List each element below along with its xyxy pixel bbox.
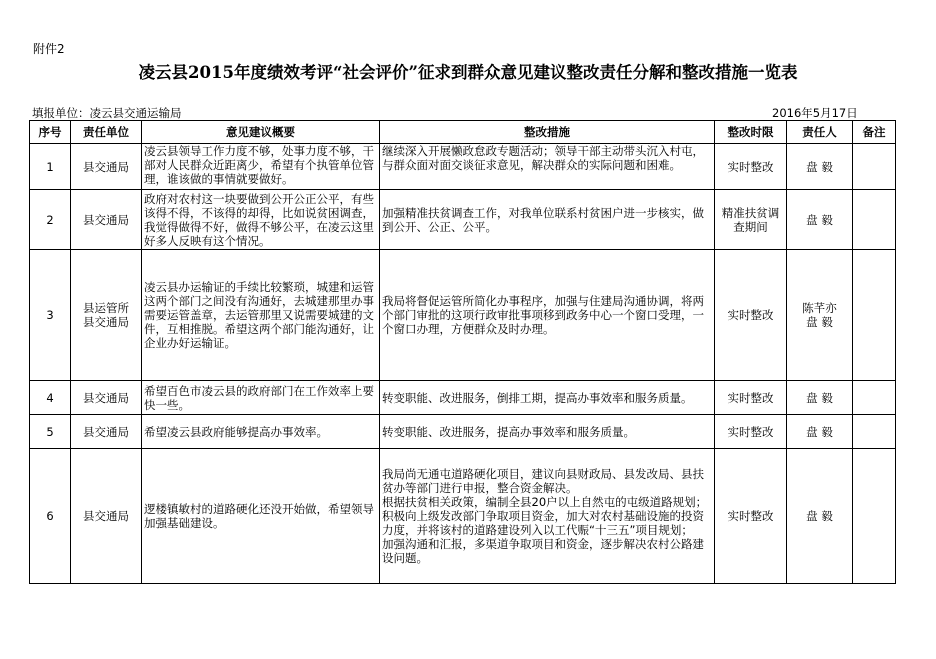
row-no: 2	[30, 190, 71, 250]
fill-date-label: 2016年5月17日	[772, 106, 858, 120]
row-person: 盘 毅	[787, 449, 853, 584]
document-title: 凌云县2015年度绩效考评“社会评价”征求到群众意见建议整改责任分解和整改措施一览表	[138, 63, 798, 82]
row-no: 5	[30, 415, 71, 449]
row-person: 盘 毅	[787, 415, 853, 449]
row-deadline: 实时整改	[715, 415, 787, 449]
row-deadline: 精准扶贫调查期间	[715, 190, 787, 250]
row-person: 陈芊亦 盘 毅	[787, 250, 853, 381]
row-summary: 希望凌云县政府能够提高办事效率。	[142, 415, 380, 449]
col-header-unit: 责任单位	[71, 121, 142, 144]
row-summary: 希望百色市凌云县的政府部门在工作效率上要快一些。	[142, 381, 380, 415]
row-unit: 县运管所 县交通局	[71, 250, 142, 381]
attachment-label: 附件2	[33, 42, 65, 56]
row-summary: 凌云县领导工作力度不够，处事力度不够，干部对人民群众近距离少，希望有个执管单位管理，谁该做的事情就要做好。	[142, 144, 380, 190]
row-measures: 我局尚无通屯道路硬化项目，建议向县财政局、县发改局、县扶贫办等部门进行申报，整合资金解决。 根据扶贫相关政策，编制全县20户以上自然屯的屯级道路规划； 积极向上级发改部门争取项目资金，加大对农村基础设施的投资力度，并将该村的道路建设列入以工代赈“十三五”项目规划； 加强沟通和汇报，多渠道争取项目和资金，逐步解决农村公路建设问题。	[380, 449, 715, 584]
row-deadline: 实时整改	[715, 381, 787, 415]
table-row	[30, 415, 896, 449]
row-unit: 县交通局	[71, 415, 142, 449]
row-measures: 转变职能、改进服务，提高办事效率和服务质量。	[380, 415, 715, 449]
col-header-deadline: 整改时限	[715, 121, 787, 144]
table-row	[30, 144, 896, 190]
table-row	[30, 250, 896, 381]
row-unit: 县交通局	[71, 190, 142, 250]
row-remark	[853, 381, 896, 415]
row-deadline: 实时整改	[715, 250, 787, 381]
row-no: 6	[30, 449, 71, 584]
row-person: 盘 毅	[787, 190, 853, 250]
row-remark	[853, 449, 896, 584]
col-header-measures: 整改措施	[380, 121, 715, 144]
row-deadline: 实时整改	[715, 144, 787, 190]
col-header-person: 责任人	[787, 121, 853, 144]
col-header-no: 序号	[30, 121, 71, 144]
row-no: 4	[30, 381, 71, 415]
row-deadline: 实时整改	[715, 449, 787, 584]
table-header-row	[30, 121, 896, 144]
row-summary: 政府对农村这一块要做到公开公正公平，有些该得不得，不该得的却得，比如说贫困调查，我觉得做得不好，做得不够公平，在凌云这里好多人反映有这个情况。	[142, 190, 380, 250]
row-remark	[853, 415, 896, 449]
fill-unit-label: 填报单位：凌云县交通运输局	[32, 106, 182, 120]
col-header-summary: 意见建议概要	[142, 121, 380, 144]
row-remark	[853, 250, 896, 381]
row-measures: 加强精准扶贫调查工作，对我单位联系村贫困户进一步核实，做到公开、公正、公平。	[380, 190, 715, 250]
table-row	[30, 190, 896, 250]
row-measures: 我局将督促运管所简化办事程序，加强与住建局沟通协调，将两个部门审批的这项行政审批事项移到政务中心一个窗口受理，一个窗口办理，方便群众及时办理。	[380, 250, 715, 381]
row-no: 1	[30, 144, 71, 190]
row-summary: 逻楼镇敏村的道路硬化还没开始做，希望领导加强基础建设。	[142, 449, 380, 584]
rectification-table	[29, 120, 896, 584]
col-header-remark: 备注	[853, 121, 896, 144]
row-unit: 县交通局	[71, 144, 142, 190]
row-unit: 县交通局	[71, 449, 142, 584]
row-remark	[853, 144, 896, 190]
row-person: 盘 毅	[787, 144, 853, 190]
row-person: 盘 毅	[787, 381, 853, 415]
table-row	[30, 449, 896, 584]
row-remark	[853, 190, 896, 250]
row-summary: 凌云县办运输证的手续比较繁琐，城建和运管这两个部门之间没有沟通好，去城建那里办事需要运管盖章，去运管那里又说需要城建的文件，互相推脱。希望这两个部门能沟通好，让企业办好运输证。	[142, 250, 380, 381]
row-measures: 继续深入开展懒政怠政专题活动；领导干部主动带头沉入村屯，与群众面对面交谈征求意见，解决群众的实际问题和困难。	[380, 144, 715, 190]
row-no: 3	[30, 250, 71, 381]
row-measures: 转变职能、改进服务，倒排工期，提高办事效率和服务质量。	[380, 381, 715, 415]
table-row	[30, 381, 896, 415]
row-unit: 县交通局	[71, 381, 142, 415]
